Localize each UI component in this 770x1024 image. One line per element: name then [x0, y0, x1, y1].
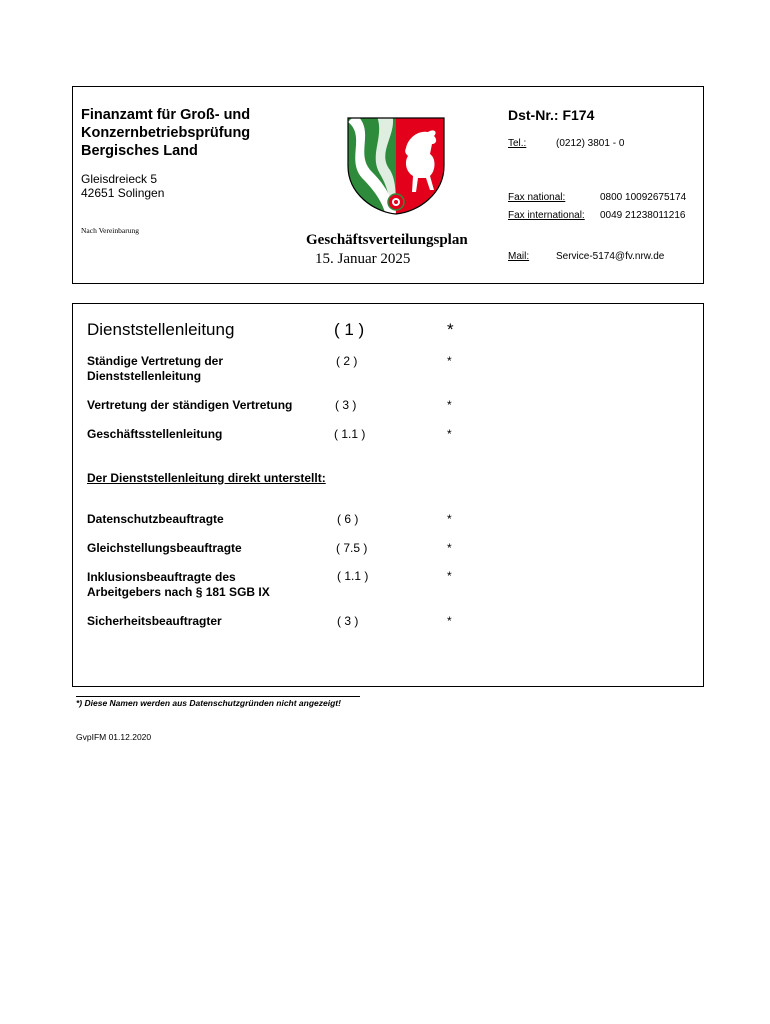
- main-title-star: *: [447, 320, 454, 339]
- address-street: Gleisdreieck 5: [81, 172, 158, 186]
- row-standing-deputy: [87, 354, 223, 384]
- address-city: 42651 Solingen: [81, 186, 165, 200]
- main-title-number: ( 1 ): [334, 320, 365, 339]
- mail-value: Service-5174@fv.nrw.de: [556, 251, 665, 262]
- dst-number: Dst-Nr.: F174: [508, 107, 595, 123]
- row-equality-officer: [87, 541, 242, 556]
- section-title: Der Dienststellenleitung direkt unterstellt:: [87, 471, 326, 485]
- document-reference: GvpIFM 01.12.2020: [76, 732, 152, 742]
- tel-value: (0212) 3801 - 0: [556, 138, 625, 149]
- row-number: ( 1.1 ): [334, 427, 366, 441]
- row-star: *: [447, 614, 452, 628]
- main-title: Dienststellenleitung: [87, 320, 235, 339]
- fax-international-label: Fax international:: [508, 210, 585, 221]
- office-address: [81, 172, 164, 200]
- row-deputy-of-deputy: [87, 398, 292, 413]
- row-star: *: [447, 427, 452, 441]
- tel-label: Tel.:: [508, 138, 527, 149]
- row-label-line: Ständige Vertretung der: [87, 354, 224, 368]
- fax-national-value: 0800 10092675174: [600, 192, 687, 203]
- fax-international-value: 0049 21238011216: [600, 210, 686, 221]
- row-number: ( 1.1 ): [337, 569, 369, 583]
- row-star: *: [447, 398, 452, 412]
- row-data-protection-officer: [87, 512, 224, 527]
- row-label-line: Gleichstellungsbeauftragte: [87, 541, 242, 555]
- row-star: *: [447, 541, 452, 555]
- row-safety-officer: [87, 614, 222, 629]
- footnote-divider: [76, 696, 360, 697]
- row-star: *: [447, 354, 452, 368]
- row-label-line: Sicherheitsbeauftragter: [87, 614, 222, 628]
- row-label-line: Vertretung der ständigen Vertretung: [87, 398, 293, 412]
- row-label-line: Dienststellenleitung: [87, 369, 202, 383]
- row-label-line: Arbeitgebers nach § 181 SGB IX: [87, 585, 270, 599]
- row-label-line: Inklusionsbeauftragte des: [87, 570, 236, 584]
- office-name: [81, 106, 250, 160]
- nrw-coat-of-arms-icon: [346, 114, 446, 216]
- row-label-line: Geschäftsstellenleitung: [87, 427, 223, 441]
- footnote: *) Diese Namen werden aus Datenschutzgründen nicht angezeigt!: [76, 698, 341, 708]
- row-number: ( 3 ): [335, 398, 357, 412]
- row-number: ( 3 ): [337, 614, 359, 628]
- office-name-line-2: Konzernbetriebsprüfung: [81, 125, 251, 141]
- plan-title: Geschäftsverteilungsplan: [306, 232, 468, 248]
- row-number: ( 6 ): [337, 512, 359, 526]
- row-office-management: [87, 427, 222, 442]
- row-number: ( 7.5 ): [336, 541, 368, 555]
- plan-date: 15. Januar 2025: [315, 251, 411, 267]
- mail-label: Mail:: [508, 251, 530, 262]
- fax-national-label: Fax national:: [508, 192, 566, 203]
- row-number: ( 2 ): [336, 354, 358, 368]
- office-name-line-3: Bergisches Land: [81, 143, 198, 159]
- appointment-note: Nach Vereinbarung: [81, 226, 139, 235]
- row-star: *: [447, 512, 452, 526]
- office-name-line-1: Finanzamt für Groß- und: [81, 107, 251, 123]
- row-label-line: Datenschutzbeauftragte: [87, 512, 224, 526]
- row-star: *: [447, 569, 452, 583]
- row-inclusion-officer: [87, 570, 270, 600]
